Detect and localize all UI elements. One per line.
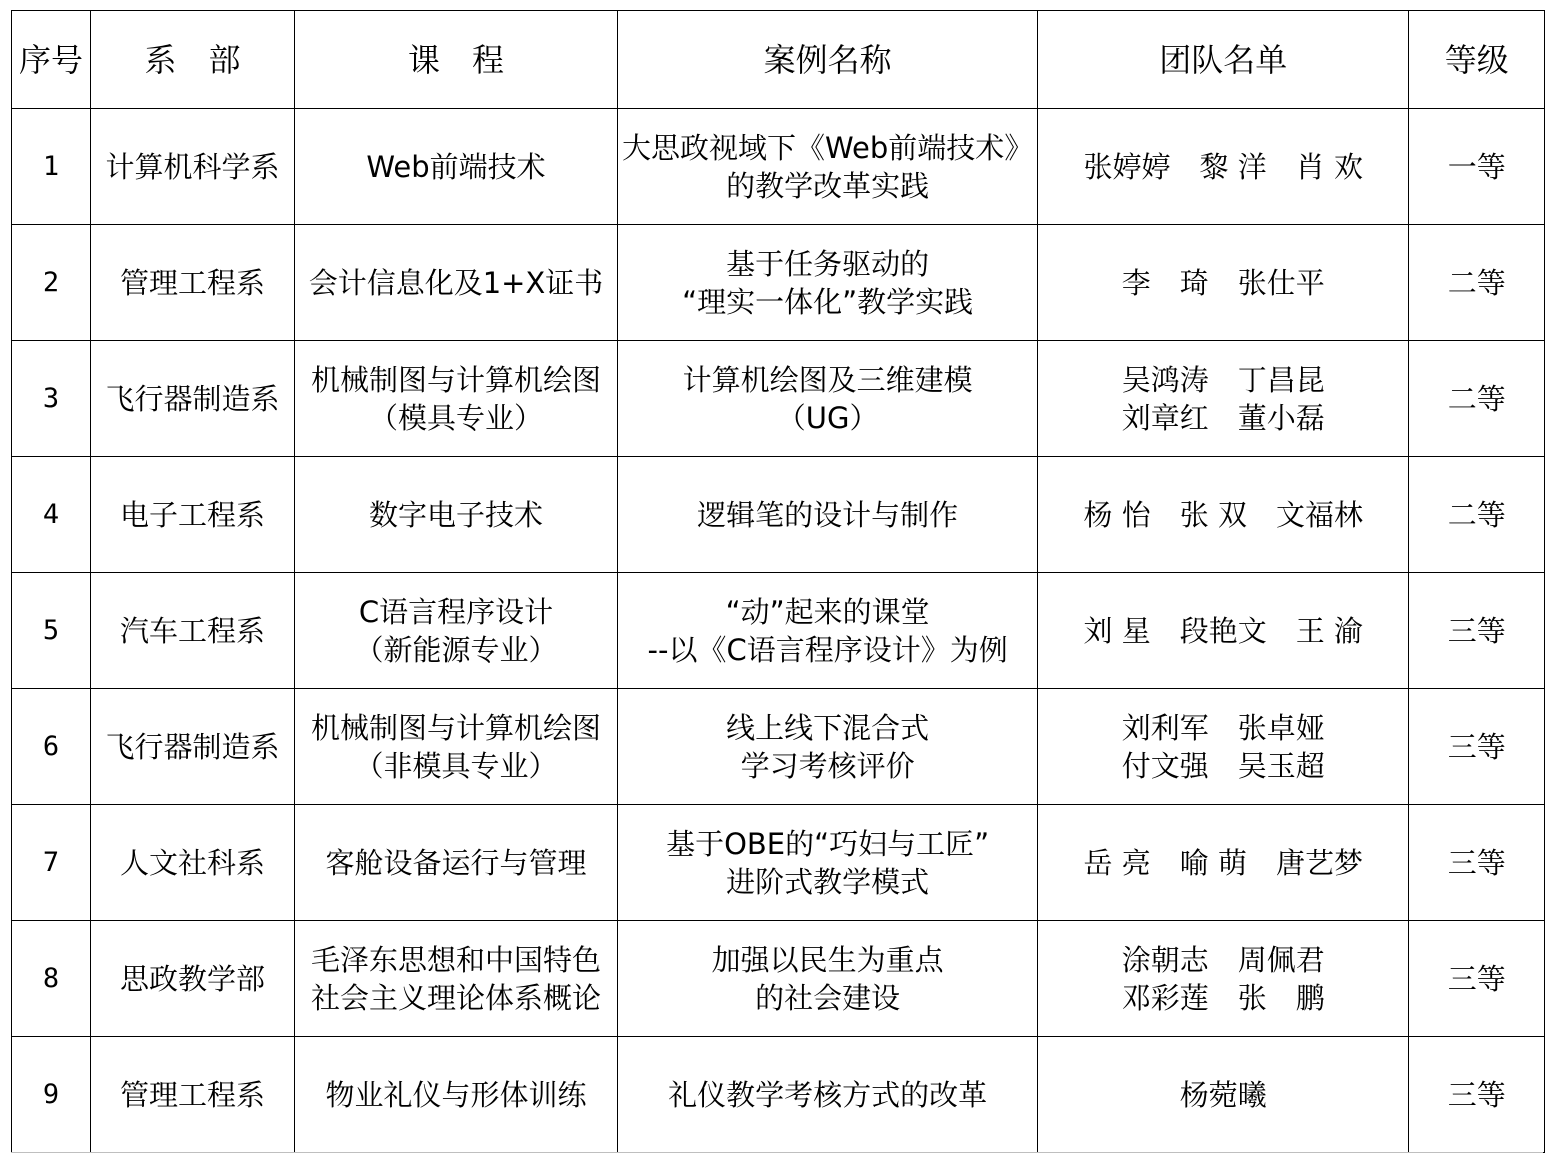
case-name-cell: [618, 689, 1038, 805]
course-line: 机械制图与计算机绘图: [310, 710, 601, 745]
team-cell: [1038, 457, 1409, 573]
case-name-cell: [618, 457, 1038, 573]
case-name-line: “动”起来的课堂: [725, 594, 930, 629]
index-cell: 6: [12, 689, 91, 805]
case-name-cell: [618, 1037, 1038, 1153]
index-cell: 3: [12, 341, 91, 457]
grade-cell: 二等: [1409, 225, 1545, 341]
awards-table: [11, 10, 1545, 1153]
case-name-line: 计算机绘图及三维建模: [682, 362, 973, 397]
table-row: [12, 805, 1545, 921]
header-index: 序号: [12, 11, 91, 109]
grade-cell: 二等: [1409, 457, 1545, 573]
team-line: 李 琦 张仕平: [1121, 265, 1325, 300]
table-row: [12, 109, 1545, 225]
grade-cell: 三等: [1409, 805, 1545, 921]
department-cell: 飞行器制造系: [91, 341, 295, 457]
case-name-line: 的教学改革实践: [726, 168, 930, 203]
course-line: 毛泽东思想和中国特色: [310, 942, 601, 977]
course-cell: [295, 921, 618, 1037]
department-cell: 电子工程系: [91, 457, 295, 573]
index-cell: 9: [12, 1037, 91, 1153]
index-cell: 4: [12, 457, 91, 573]
case-name-line: 的社会建设: [755, 980, 901, 1015]
case-name-line: 基于任务驱动的: [726, 246, 930, 281]
case-name-cell: [618, 341, 1038, 457]
case-name-cell: [618, 573, 1038, 689]
team-cell: [1038, 1037, 1409, 1153]
header-team: 团队名单: [1038, 11, 1409, 109]
course-cell: [295, 689, 618, 805]
course-cell: [295, 109, 618, 225]
table-row: [12, 921, 1545, 1037]
course-line: 会计信息化及1+X证书: [308, 265, 604, 300]
team-cell: [1038, 341, 1409, 457]
course-cell: [295, 225, 618, 341]
case-name-line: 大思政视域下《Web前端技术》: [622, 130, 1034, 165]
case-name-line: 加强以民生为重点: [711, 942, 944, 977]
index-cell: 1: [12, 109, 91, 225]
team-cell: [1038, 573, 1409, 689]
course-line: 物业礼仪与形体训练: [325, 1077, 587, 1112]
department-cell: 管理工程系: [91, 225, 295, 341]
header-row: [12, 11, 1545, 109]
course-line: C语言程序设计: [358, 594, 554, 629]
table-row: [12, 457, 1545, 573]
team-line: 刘章红 董小磊: [1121, 400, 1325, 435]
case-name-line: --以《C语言程序设计》为例: [647, 632, 1008, 667]
course-line: （非模具专业）: [354, 748, 558, 783]
team-cell: [1038, 109, 1409, 225]
team-line: 杨菀曦: [1179, 1077, 1267, 1112]
table-row: [12, 341, 1545, 457]
index-cell: 7: [12, 805, 91, 921]
course-cell: [295, 457, 618, 573]
table-row: [12, 573, 1545, 689]
course-line: 社会主义理论体系概论: [310, 980, 601, 1015]
team-line: 邓彩莲 张 鹏: [1121, 980, 1325, 1015]
case-name-line: 基于OBE的“巧妇与工匠”: [666, 826, 990, 861]
course-line: （新能源专业）: [354, 632, 558, 667]
case-name-line: 进阶式教学模式: [726, 864, 930, 899]
team-line: 涂朝志 周佩君: [1121, 942, 1325, 977]
department-cell: 汽车工程系: [91, 573, 295, 689]
case-name-cell: [618, 109, 1038, 225]
grade-cell: 一等: [1409, 109, 1545, 225]
case-name-cell: [618, 225, 1038, 341]
department-cell: 飞行器制造系: [91, 689, 295, 805]
index-cell: 2: [12, 225, 91, 341]
grade-cell: 二等: [1409, 341, 1545, 457]
department-cell: 管理工程系: [91, 1037, 295, 1153]
table-body: [12, 109, 1545, 1153]
table-row: [12, 689, 1545, 805]
department-cell: 人文社科系: [91, 805, 295, 921]
course-cell: [295, 341, 618, 457]
team-cell: [1038, 921, 1409, 1037]
header-course: 课 程: [295, 11, 618, 109]
header-department: 系 部: [91, 11, 295, 109]
course-line: Web前端技术: [366, 149, 546, 184]
case-name-line: （UG）: [776, 400, 879, 435]
case-name-line: 学习考核评价: [740, 748, 915, 783]
grade-cell: 三等: [1409, 921, 1545, 1037]
team-line: 刘 星 段艳文 王 渝: [1083, 613, 1363, 648]
awards-table-container: [11, 10, 1545, 1153]
course-line: 客舱设备运行与管理: [325, 845, 587, 880]
case-name-line: 礼仪教学考核方式的改革: [668, 1077, 988, 1112]
course-cell: [295, 805, 618, 921]
department-cell: 计算机科学系: [91, 109, 295, 225]
case-name-cell: [618, 805, 1038, 921]
page-bottom-divider: [11, 1152, 1543, 1153]
course-line: 数字电子技术: [368, 497, 543, 532]
course-line: 机械制图与计算机绘图: [310, 362, 601, 397]
team-line: 吴鸿涛 丁昌昆: [1121, 362, 1325, 397]
grade-cell: 三等: [1409, 1037, 1545, 1153]
table-row: [12, 1037, 1545, 1153]
team-cell: [1038, 805, 1409, 921]
course-line: （模具专业）: [368, 400, 543, 435]
case-name-line: “理实一体化”教学实践: [682, 284, 974, 319]
index-cell: 5: [12, 573, 91, 689]
team-cell: [1038, 689, 1409, 805]
header-case-name: 案例名称: [618, 11, 1038, 109]
index-cell: 8: [12, 921, 91, 1037]
team-line: 刘利军 张卓娅: [1121, 710, 1325, 745]
department-cell: 思政教学部: [91, 921, 295, 1037]
case-name-line: 逻辑笔的设计与制作: [697, 497, 959, 532]
team-line: 杨 怡 张 双 文福林: [1083, 497, 1363, 532]
team-line: 付文强 吴玉超: [1121, 748, 1325, 783]
course-cell: [295, 1037, 618, 1153]
team-cell: [1038, 225, 1409, 341]
team-line: 岳 亮 喻 萌 唐艺梦: [1083, 845, 1363, 880]
grade-cell: 三等: [1409, 573, 1545, 689]
table-header: [12, 11, 1545, 109]
course-cell: [295, 573, 618, 689]
table-row: [12, 225, 1545, 341]
header-grade: 等级: [1409, 11, 1545, 109]
case-name-cell: [618, 921, 1038, 1037]
grade-cell: 三等: [1409, 689, 1545, 805]
case-name-line: 线上线下混合式: [726, 710, 930, 745]
team-line: 张婷婷 黎 洋 肖 欢: [1083, 149, 1363, 184]
